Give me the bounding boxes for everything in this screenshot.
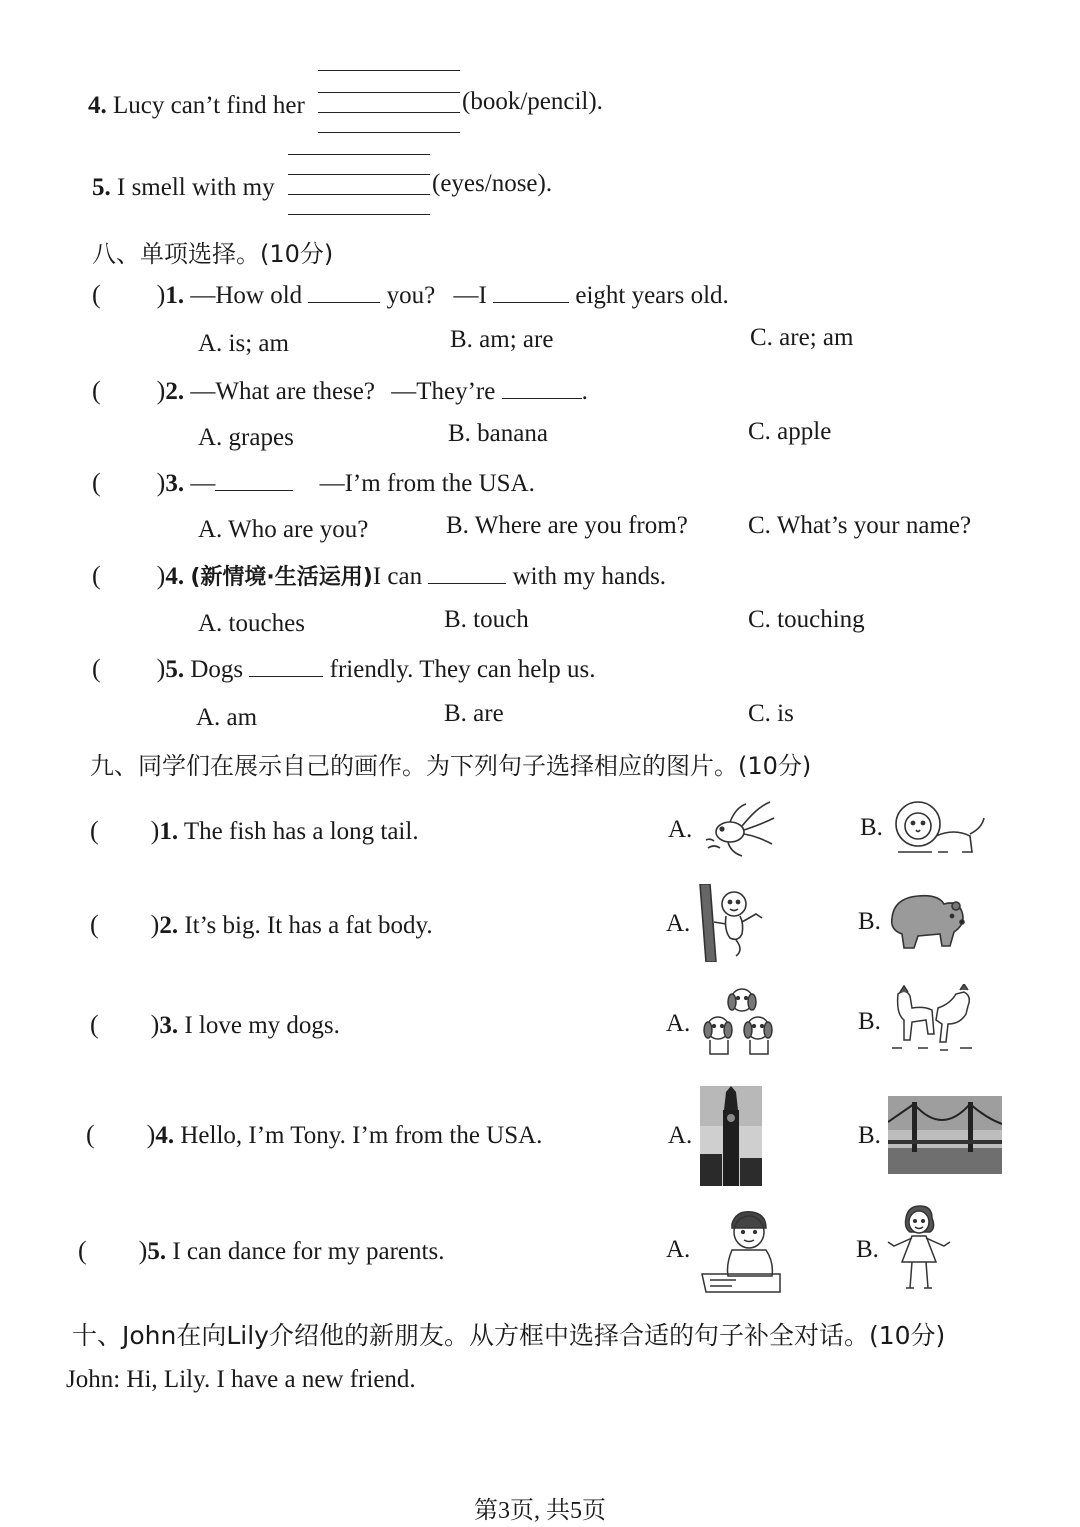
- monkey-icon[interactable]: [696, 884, 770, 962]
- answer-slot[interactable]: [87, 1237, 139, 1259]
- s8-q4-option-b[interactable]: B. touch: [444, 606, 529, 633]
- section8-title: 八、单项选择。(10分): [92, 240, 334, 268]
- horses-icon[interactable]: [888, 984, 978, 1056]
- s9-q1-label-b[interactable]: B.: [860, 814, 883, 841]
- blank[interactable]: [502, 376, 582, 399]
- s8-q1-option-b[interactable]: B. am; are: [450, 326, 554, 353]
- answer-slot[interactable]: [99, 911, 151, 933]
- section9-title: 九、同学们在展示自己的画作。为下列句子选择相应的图片。(10分): [90, 752, 812, 780]
- s8-q3-option-a[interactable]: A. Who are you?: [198, 516, 369, 543]
- lion-icon[interactable]: [892, 798, 988, 860]
- dogs-icon[interactable]: [700, 984, 780, 1060]
- answer-slot[interactable]: [101, 469, 157, 491]
- s8-q2-option-b[interactable]: B. banana: [448, 420, 548, 447]
- answer-slot[interactable]: [99, 1011, 151, 1033]
- s8-q4-option-a[interactable]: A. touches: [198, 610, 305, 637]
- answer-slot[interactable]: [101, 377, 157, 399]
- fill-q4-options: (book/pencil).: [462, 88, 603, 115]
- s8-q5-option-a[interactable]: A. am: [196, 704, 258, 731]
- boy-drawing-icon[interactable]: [696, 1206, 784, 1296]
- s9-q2-label-b[interactable]: B.: [858, 908, 881, 935]
- bear-icon[interactable]: [884, 888, 970, 954]
- goldfish-icon[interactable]: [700, 796, 776, 860]
- s9-q4-label-b[interactable]: B.: [858, 1122, 881, 1149]
- s8-q4: ( )4. (新情境·生活运用)I can with my hands.: [92, 561, 667, 590]
- blank[interactable]: [493, 280, 569, 303]
- big-ben-photo[interactable]: [700, 1086, 762, 1186]
- s8-q2-option-a[interactable]: A. grapes: [198, 424, 294, 451]
- s8-q5: ( )5. Dogs friendly. They can help us.: [92, 654, 596, 683]
- answer-slot[interactable]: [101, 655, 157, 677]
- s9-q1: ( )1. The fish has a long tail.: [90, 816, 419, 845]
- fill-q5-options: (eyes/nose).: [432, 170, 553, 197]
- s8-q3-option-b[interactable]: B. Where are you from?: [446, 512, 688, 539]
- s9-q5: ( )5. I can dance for my parents.: [78, 1236, 445, 1265]
- answer-slot[interactable]: [99, 817, 151, 839]
- s9-q1-label-a[interactable]: A.: [668, 816, 693, 843]
- blank[interactable]: [215, 468, 293, 491]
- blank[interactable]: [249, 654, 323, 677]
- answer-slot[interactable]: [101, 562, 157, 584]
- s9-q4-label-a[interactable]: A.: [668, 1122, 693, 1149]
- s9-q4: ( )4. Hello, I’m Tony. I’m from the USA.: [86, 1120, 543, 1149]
- handwriting-lines-q4[interactable]: [318, 70, 460, 134]
- handwriting-lines-q5[interactable]: [288, 154, 430, 216]
- s8-q1: ( )1. —How old you? —I eight years old.: [92, 280, 729, 309]
- s8-q2: ( )2. —What are these? —They’re .: [92, 376, 588, 405]
- girl-dancing-icon[interactable]: [884, 1204, 954, 1294]
- section10-title: 十、John在向Lily介绍他的新朋友。从方框中选择合适的句子补全对话。(10分): [72, 1321, 946, 1350]
- answer-slot[interactable]: [101, 281, 157, 303]
- s9-q5-label-b[interactable]: B.: [856, 1236, 879, 1263]
- s8-q2-option-c[interactable]: C. apple: [748, 418, 832, 445]
- dialogue-line-1: John: Hi, Lily. I have a new friend.: [66, 1366, 416, 1393]
- s8-q1-option-c[interactable]: C. are; am: [750, 324, 854, 351]
- s8-q3: ( )3. — —I’m from the USA.: [92, 468, 535, 497]
- blank[interactable]: [308, 280, 380, 303]
- answer-slot[interactable]: [95, 1121, 147, 1143]
- blank[interactable]: [428, 561, 506, 584]
- fill-q5: 5. I smell with my: [92, 174, 275, 201]
- s9-q3: ( )3. I love my dogs.: [90, 1010, 340, 1039]
- s9-q2: ( )2. It’s big. It has a fat body.: [90, 910, 433, 939]
- s9-q5-label-a[interactable]: A.: [666, 1236, 691, 1263]
- s9-q3-label-b[interactable]: B.: [858, 1008, 881, 1035]
- s8-q5-option-c[interactable]: C. is: [748, 700, 794, 727]
- page-footer: 第3页, 共5页: [474, 1498, 606, 1524]
- s8-q5-option-b[interactable]: B. are: [444, 700, 504, 727]
- s9-q3-label-a[interactable]: A.: [666, 1010, 691, 1037]
- s9-q2-label-a[interactable]: A.: [666, 910, 691, 937]
- golden-gate-bridge-photo[interactable]: [888, 1096, 1002, 1174]
- s8-q4-option-c[interactable]: C. touching: [748, 606, 865, 633]
- s8-q3-option-c[interactable]: C. What’s your name?: [748, 512, 972, 539]
- fill-q4: 4. Lucy can’t find her: [88, 92, 305, 119]
- s8-q1-option-a[interactable]: A. is; am: [198, 330, 289, 357]
